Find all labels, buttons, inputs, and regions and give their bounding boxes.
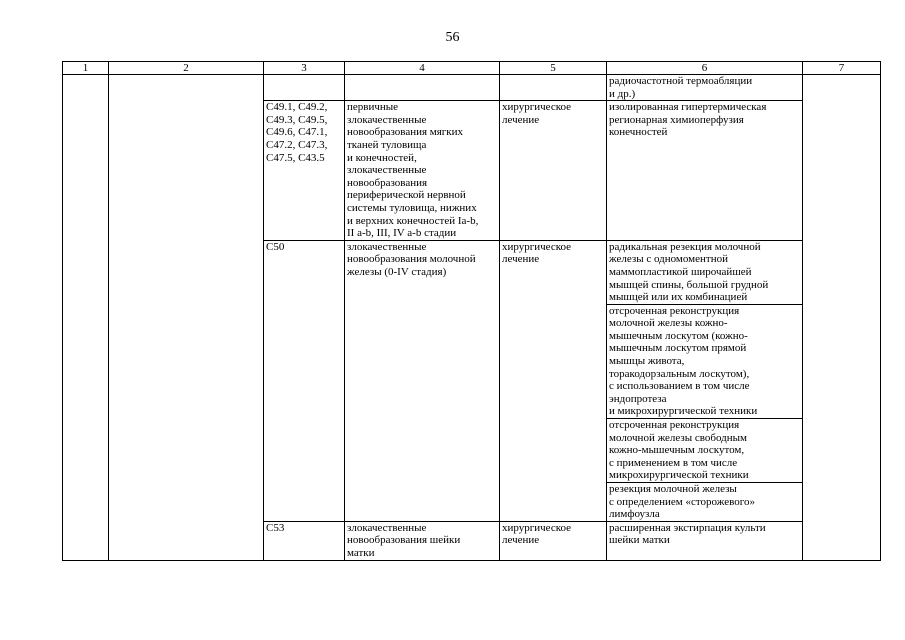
page-number: 56 [445, 30, 460, 45]
method-cell [607, 521, 803, 560]
method-cell [607, 419, 803, 483]
method-cell-line: кожно-мышечным лоскутом, [609, 444, 745, 457]
treatment-type-cell-line: хирургическое [502, 521, 572, 534]
method-cell-line: отсроченная реконструкция [609, 419, 740, 432]
method-cell-line: железы с одномоментной [609, 253, 728, 266]
diagnosis-cell-line: периферической нервной [347, 189, 466, 202]
diagnosis-cell [345, 240, 500, 521]
code-cell-line: C53 [266, 521, 285, 534]
method-cell-line: мышцей или их комбинацией [609, 291, 748, 304]
code-cell-line: C49.3, C49.5, [266, 113, 328, 126]
treatment-type-cell [500, 101, 607, 241]
treatment-type-cell [500, 75, 607, 101]
code-cell-line: C47.5, C43.5 [266, 151, 325, 164]
table-row [63, 75, 881, 101]
treatment-type-cell [500, 240, 607, 521]
diagnosis-cell-line: злокачественные [347, 240, 427, 253]
column-number: 5 [500, 62, 607, 75]
method-cell [607, 101, 803, 241]
diagnosis-cell-line: новообразования мягких [347, 126, 464, 139]
treatment-type-cell-line: хирургическое [502, 240, 572, 253]
code-cell [264, 240, 345, 521]
code-cell [264, 521, 345, 560]
diagnosis-cell-line: системы туловища, нижних [347, 201, 477, 214]
method-cell-line: конечностей [609, 126, 668, 139]
method-cell-line: маммопластикой широчайшей [609, 265, 752, 278]
method-cell-line: регионарная химиоперфузия [609, 113, 744, 126]
method-cell-line: лимфоузла [609, 508, 660, 521]
method-cell-line: изолированная гипертермическая [609, 101, 767, 114]
diagnosis-cell-line: и конечностей, [347, 151, 417, 164]
services-table [62, 61, 881, 561]
diagnosis-cell-line: новообразования молочной [347, 253, 476, 266]
column-number: 6 [607, 62, 803, 75]
method-cell [607, 483, 803, 522]
code-cell-line: C49.1, C49.2, [266, 101, 328, 114]
method-cell-line: с определением «сторожевого» [609, 495, 755, 508]
table-body [63, 62, 881, 561]
method-cell-line: отсроченная реконструкция [609, 304, 740, 317]
method-cell-line: молочной железы кожно- [609, 317, 728, 330]
method-cell-line: молочной железы свободным [609, 431, 748, 444]
code-cell-line: C50 [266, 240, 285, 253]
code-cell-line: C49.6, C47.1, [266, 126, 328, 139]
method-cell-line: с применением в том числе [609, 456, 738, 469]
method-cell [607, 304, 803, 418]
column-number: 7 [803, 62, 881, 75]
diagnosis-cell-line: злокачественные [347, 113, 427, 126]
diagnosis-cell [345, 75, 500, 101]
method-cell-line: торакодорзальным лоскутом), [609, 367, 750, 380]
column-7-cell [803, 75, 881, 561]
diagnosis-cell-line: первичные [347, 101, 399, 114]
code-cell [264, 75, 345, 101]
diagnosis-cell-line: новообразования [347, 176, 428, 189]
treatment-type-cell-line: хирургическое [502, 101, 572, 114]
method-cell [607, 240, 803, 304]
diagnosis-cell [345, 521, 500, 560]
method-cell-line: радиочастотной термоабляции [609, 75, 753, 87]
method-cell-line: с использованием в том числе [609, 380, 750, 393]
method-cell [607, 75, 803, 101]
method-cell-line: мышцы живота, [609, 355, 685, 368]
method-cell-line: шейки матки [609, 534, 670, 547]
method-cell-line: мышцей спины, большой грудной [609, 278, 769, 291]
diagnosis-cell-line: злокачественные [347, 521, 427, 534]
column-number: 1 [63, 62, 109, 75]
diagnosis-cell-line: новообразования шейки [347, 534, 461, 547]
code-cell-line: C47.2, C47.3, [266, 138, 328, 151]
method-cell-line: мышечным лоскутом (кожно- [609, 329, 748, 342]
treatment-type-cell-line: лечение [502, 534, 540, 547]
column-number: 2 [109, 62, 264, 75]
code-cell [264, 101, 345, 241]
diagnosis-cell-line: и верхних конечностей Ia-b, [347, 214, 479, 227]
column-1-cell [63, 75, 109, 561]
diagnosis-cell-line: тканей туловища [347, 138, 427, 151]
treatment-type-cell-line: лечение [502, 253, 540, 266]
diagnosis-cell [345, 101, 500, 241]
method-cell-line: расширенная экстирпация культи [609, 521, 766, 534]
method-cell-line: и микрохирургической техники [609, 405, 758, 418]
treatment-type-cell [500, 521, 607, 560]
method-cell-line: и др.) [609, 87, 636, 100]
method-cell-line: резекция молочной железы [609, 483, 737, 495]
column-2-cell [109, 75, 264, 561]
treatment-type-cell-line: лечение [502, 113, 540, 126]
method-cell-line: микрохирургической техники [609, 469, 749, 482]
diagnosis-cell-line: матки [347, 546, 375, 559]
method-cell-line: радикальная резекция молочной [609, 240, 761, 253]
method-cell-line: эндопротеза [609, 392, 667, 405]
diagnosis-cell-line: II a-b, III, IV a-b стадии [347, 227, 457, 240]
diagnosis-cell-line: злокачественные [347, 164, 427, 177]
method-cell-line: мышечным лоскутом прямой [609, 342, 747, 355]
column-number: 3 [264, 62, 345, 75]
column-number: 4 [345, 62, 500, 75]
diagnosis-cell-line: железы (0-IV стадия) [347, 265, 447, 278]
column-number-row [63, 62, 881, 75]
